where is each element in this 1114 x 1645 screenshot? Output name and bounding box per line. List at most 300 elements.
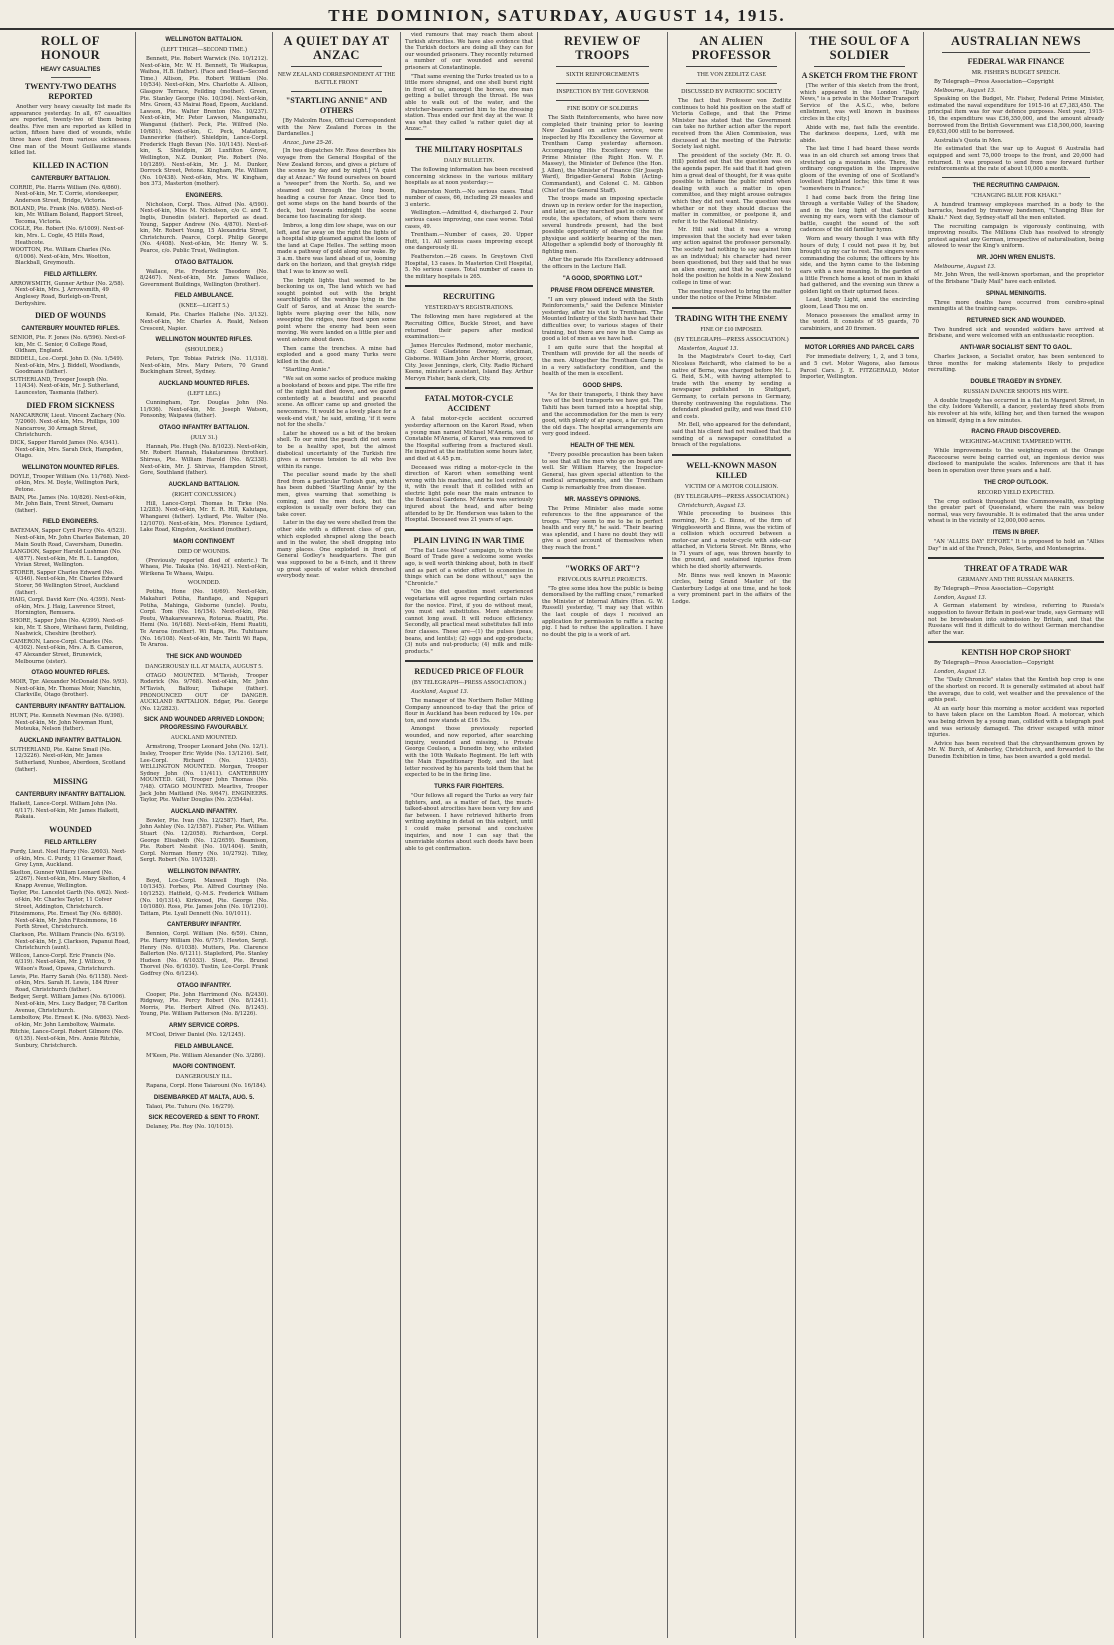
- casualty-entry: SHORE, Sapper John (No. 4/399). Next-of-kin, Mr. T. Shore, Wirihawi farm, Feilding, Nashwick, Cheshire (brother).: [10, 618, 129, 638]
- battalion-heading: WELLINGTON MOUNTED RIFLES.: [22, 464, 119, 471]
- casualty-entry: MOIR, Tpr. Alexander McDonald (No. 9/93). Next-of-kin, Mr. Thomas Moir, Nanchin, Clarkville, Otago (brother).: [10, 679, 129, 699]
- byline: By Telegraph—Press Association—Copyright: [934, 586, 1054, 593]
- dateline: Masterton, August 13.: [678, 345, 739, 352]
- article-body: [542, 452, 663, 492]
- dateline: Melbourne, August 13.: [934, 263, 996, 270]
- article-body: [928, 300, 1104, 313]
- paragraph: Later he showed us a bit of the broken shell. To our mind the peach did not seem to be a healthy spot, but the almost diabolical uncertainty of the Turkish fire gives a nervous tension to all who live within its range.: [277, 430, 396, 470]
- casualty-entry: Halkett, Lance-Corpl. William John (No. 6/117). Next-of-kin, Mr. James Halkett, Rakaia.: [10, 801, 120, 821]
- divider: [556, 83, 649, 84]
- section-title: GOOD SHIPS.: [582, 382, 623, 389]
- paragraph: "I am very pleased indeed with the Sixth Reinforcements," said the Defence Minister yesterday, after his visit to Trentham. "The Mounted Infantry of the Sixth have had their difficulties over, to various stages of their training, but there are now in the Camp as good a lot of men as we have had.: [542, 296, 663, 343]
- article-body: [405, 167, 533, 281]
- paragraph: The recruiting campaign is vigorously continuing, with improving results. The Millions Club has resolved to strongly protest against any German, irrespective of naturalisation, being allowed to wear the King's uniform.: [928, 223, 1104, 250]
- roll-intro: Another very heavy casualty list made its appearance yesterday. In all, 67 casualties are reported, twenty-two of them being deaths. Five men are reported as killed in action, fifteen have died of wounds, while three have died from various sicknesses. One man of the Mount Guillaume stands killed list.: [10, 104, 131, 157]
- paragraph: Three more deaths have occurred from cerebro-spinal meningitis at the training camps.: [928, 299, 1104, 313]
- paragraph: "The Eat Less Meat" campaign, to which the Board of Trade gave a welcome some weeks ago, is well worth thinking about, both in itself and as part of a wider effort to economise in things which can be done without," says the "Chronicle.": [405, 547, 533, 587]
- casualty-entry: SUTHERLAND, Trooper Joseph (No. 11/434). Next-of-kin, Mr. J. Sutherland, Launceston, Tasmania (father).: [10, 376, 120, 396]
- section-title: SPINAL MENINGITIS.: [985, 290, 1047, 297]
- battalion-heading: FIELD ENGINEERS.: [42, 519, 99, 526]
- article-subtitle: A SKETCH FROM THE FRONT: [801, 71, 918, 80]
- column-quiet-day-at-anzac: [273, 32, 401, 1638]
- divider: [405, 285, 533, 287]
- casualty-list-text: (Previously reported died of enteric.) Te Whaea, Pte. Takaka (No. 16/421). Next-of-kin, Wirikena Te Whaea, Waipu.: [140, 557, 268, 577]
- article-title: A QUIET DAY AT ANZAC: [283, 34, 390, 62]
- column-review-of-troops: [538, 32, 668, 1638]
- byline: (BY TELEGRAPH—PRESS ASSOCIATION.): [674, 493, 789, 500]
- paragraph: Imbros, a long dim low shape, was on our left, and far away on the right the lights of a hospital ship gleamed against the loom of the land at Cape Helles. The setting moon made a pathway of gold along our wake. By 3 a.m. there was land ahead of us, looming dark on the horizon, and that greyish ridge that I was to know so well.: [277, 222, 396, 276]
- casualty-list-text: Delaney, Pte. Roy (No. 10/1015).: [146, 1124, 234, 1131]
- section-subtitle: (RIGHT CONCUSSION.): [172, 491, 236, 498]
- byline: By Telegraph—Press Association—Copyright: [934, 79, 1054, 85]
- hospitals-title: THE MILITARY HOSPITALS: [415, 144, 523, 154]
- casualty-list-text: Cooper, Pte. John Harrimond (No. 8/2430). Ridgway, Pte. Percy Robert (No. 8/1241). Morris, Pte. Herbert Alfred (No. 8/1245). Young, Pte. William Patterson (No. 8/1226).: [140, 991, 268, 1018]
- divider: [814, 66, 905, 67]
- divider: [686, 83, 777, 84]
- battalion-heading: WELLINGTON INFANTRY.: [167, 868, 241, 875]
- paragraph: Abide with me, fast falls the eventide. The darkness deepens, Lord, with me abide.: [800, 124, 919, 144]
- divider: [942, 177, 1090, 178]
- battalion-heading: MAORI CONTINGENT.: [172, 1064, 236, 1071]
- casualty-list-text: Bennett, Pte. Robert Warwick (No. 10/1212). Next-of-kin, Mr. W. H. Bennett, Te Waikapua, Waihoa, H.B. (father). (Face and Head—Second Time.) Allison, Pte. Robert William (No. 10/534). Next-of-kin, Mrs. Charlotte A. Allison, Glasgow Terrace, Feilding (mother). Green, Pte. Stanley George (No. 10/394). Next-of-kin, Mrs. Green, 43 Mairai Road, Epsom, Auckland. Lawson, Pte. Walter Brenton (No. 10/237). Next-of-kin, Mr. Peter Lawson, Mangamahu, Wanganui (father). Peck, Pte. Wilfred (No. 10/681). Next-of-kin, C. Peck, Matatora, Dannevirke (father). Shieldpin, Lance-Corpl. Frederick Hugh Bevan (No. 10/1145). Next-of-kin, S. Shieldpin, 26 Luxfilton Grove, Wellington, N.Z. Dunker, Pte. Robert (No. 10/1289). Next-of-kin, Mr. J. M. Dunker, Dorrock Street, Petone. Kingham, Pte. William (No. 10/438). Next-of-kin, Mrs. W. Kingham, box 373, Masterton (mother).: [140, 56, 268, 188]
- paragraph: He estimated that the war up to August 6 Australia had equipped and sent 75,000 troops to the front, and 20,000 had returned. It was proposed to send from now forward further reinforcements at the rate of about 10,000 a month.: [928, 146, 1104, 173]
- roll-headline: TWENTY-TWO DEATHS REPORTED: [24, 82, 117, 101]
- casualty-entry: LANGDON, Sapper Harold Lushman (No. 4/877). Next-of-kin, Mr. R. L. Langdon, Vivian Street, Wellington.: [10, 549, 122, 569]
- paragraph: [The writer of this sketch from the front, which appeared in the London "Daily News," is a private in the Mother Transport Service of the A.S.C., who, before enlistment, was well known in business circles in the city.]: [800, 83, 919, 122]
- casualty-entry: HUNT, Pte. Kenneth Newman (No. 6/398). Next-of-kin, Mr. John Newman Hunt, Moteuka, Nelson (father).: [10, 712, 124, 733]
- casualty-entry: WOOTTON, Pte. William Charles (No. 6/1006). Next-of-kin, Mrs. Wootton, Blackball, Greymouth.: [10, 247, 112, 267]
- paragraph: At an early hour this morning a motor accident was reported to have taken place on the Lambton Road. A motorcar, which was being driven by a young man, collided with a telegraph post and was seriously damaged. The driver escaped with minor injuries.: [928, 705, 1104, 739]
- column-casualty-lists: [136, 32, 273, 1638]
- article-body: [928, 499, 1104, 525]
- section-title: PRAISE FROM DEFENCE MINISTER.: [550, 287, 655, 294]
- battalion-heading: ENGINEERS.: [185, 192, 223, 199]
- died-sickness-heading: DIED FROM SICKNESS: [26, 400, 115, 410]
- casualty-list-text: Potiha, Hone (No. 16/69). Next-of-kin, Makahuri Potiha, Ranfiapo, and Ngapuri Potiha, Mahinga, Gisborne (uncle). Poutu, Corpl. Tom (No. 16/154). Next-of-kin, Piki Poutu, Whakarewarewa, Rotorua. Ruatiti, Pte. Hemi (No. 16/168). Next-of-kin, Hemi Ruatiti, Te Araroa (mother). Wi Rapa, Pte. Tuhituare (No. 16/108). Next-of-kin, Mr. Tairiti Wi Rapa, Te Araroa.: [140, 589, 268, 649]
- casualty-entry: SENIOR, Pte. F. Jones (No. 6/596). Next-of-kin, Mr. C. Senior, 6 College Road, Oldham, England.: [10, 335, 126, 355]
- article-body: [928, 539, 1104, 552]
- killed-heading: KILLED IN ACTION: [32, 160, 109, 170]
- paragraph: In the Magistrate's Court to-day, Carl Nicolaus Reichardt, who claimed to be a native of Berne, was charged before Mr. L. G. Reid, S.M., with having attempted to trade with the enemy by sending a newspaper published in Stuttgart, Germany, to certain persons in Germany, thereby contravening the regulations. The defendant pleaded guilty, and was fined £10 and costs.: [672, 354, 791, 420]
- masthead: [0, 0, 1114, 30]
- byline: [By Malcolm Ross, Official Correspondent with the New Zealand Forces in the Dardanelles.]: [277, 118, 396, 138]
- article-body: [542, 392, 663, 438]
- column-roll-of-honour: [6, 32, 136, 1638]
- casualty-list-text: M'Cool, Driver Daniel (No. 12/1245).: [146, 1031, 246, 1038]
- divider: [405, 138, 533, 140]
- paragraph: Trentham.—Number of cases, 20. Upper Hutt, 11. All serious cases improving except one dangerously ill.: [405, 232, 533, 252]
- article-body: [405, 416, 533, 524]
- divider: [405, 529, 533, 531]
- article-subtitle: "STARTLING ANNIE" AND OTHERS: [285, 96, 388, 115]
- casualty-list-text: Cunningham, Tpr. Douglas John (No. 11/936). Next-of-kin, Mr. Joseph Watson, Ponsonby, Waipawa (father).: [140, 399, 268, 420]
- paragraph: Then came the trenches. A mine had exploded and a good many Turks were killed in the dust.: [277, 345, 396, 365]
- section-title: RETURNED SICK AND WOUNDED.: [966, 317, 1066, 324]
- paragraph: Speaking on the Budget, Mr. Fisher, Federal Prime Minister, estimated the naval expenditure for 1915-16 at £7,383,450. The principal item was for war defence purposes. Next year, 1915-16, the expenditure was £36,350,000, and the amount already borrowed from the British Government was £18,500,000, leaving £9,633,000 still to be borrowed.: [928, 96, 1104, 136]
- byline: (BY TELEGRAPH—PRESS ASSOCIATION.): [411, 680, 527, 687]
- advert-title: MOTOR LORRIES AND PARCEL CARS: [804, 345, 915, 352]
- battalion-heading: CANTERBURY MOUNTED RIFLES.: [21, 326, 120, 333]
- paragraph: Mr. Hill said that it was a wrong impression that the society had ever taken any action against the professor personally. The society had nothing to say against him as an individual; his character had never been questioned, but they said that he was an alien enemy, and that he ought not to hold the position he holds in a New Zealand college in time of war.: [672, 227, 791, 287]
- paragraph: Wellington.—Admitted 4, discharged 2. Four serious cases improving, one case worse. Total cases, 49.: [405, 210, 533, 230]
- paragraph: Mr. Bell, who appeared for the defendant, said that his client had not realised that the sending of a newspaper constituted a breach of the regulations.: [672, 422, 791, 449]
- paragraph: The meeting resolved to bring the matter under the notice of the Prime Minister.: [672, 288, 791, 302]
- paragraph: I am quite sure that the hospital at Trentham will provide for all the needs of the men. Altogether the Trentham Camp is in a very satisfactory condition, and the health of the men is excellent.: [542, 344, 663, 378]
- section-title: ITEMS IN BRIEF.: [992, 529, 1040, 536]
- recruiting-subtitle: YESTERDAY'S REGISTRATIONS.: [424, 305, 514, 312]
- paragraph: The Prime Minister also made some references to the fine appearance of the troops. "They seem to me to be in perfect health and very fit," he said. "Their bearing was splendid, and I have no doubt they will give a good account of themselves when they reach the front.": [542, 505, 663, 552]
- section-subtitle: (LEFT THIGH—SECOND TIME.): [161, 47, 247, 53]
- divider: [542, 557, 663, 559]
- casualty-list-text: Wallace, Pte. Frederick Theodore (No. 8/2467). Next-of-kin, Mr. James Wallace, Government Buildings, Wellington (brother).: [140, 268, 268, 288]
- battalion-heading: THE SICK AND WOUNDED: [166, 653, 242, 660]
- divider: [291, 91, 382, 92]
- article-title: TRADING WITH THE ENEMY: [675, 313, 788, 323]
- article-body: [542, 115, 663, 271]
- section-subtitle: AUCKLAND MOUNTED.: [170, 735, 238, 742]
- article-body: [542, 506, 663, 552]
- died-of-wounds-heading: DIED OF WOUNDS: [35, 311, 106, 321]
- article-body: [928, 202, 1104, 250]
- paragraph: The last time I had heard these words was in an old church set among trees that stretched up a mountain side. There, the ordinary congregation in the impressive gloom of the evening of one of Scotland's loveliest Highland lochs; this time it was "somewhere in France.": [800, 146, 919, 192]
- paragraph: I had come back from the firing line through a veritable Valley of the Shadow, and in the long light of that Sabbath evening my ears, worn with the clamour of battle, caught the sound of the soft cadences of the old familiar hymn.: [800, 194, 919, 234]
- casualty-list-text: M'Keen, Pte. William Alexander (No. 3/286).: [146, 1052, 266, 1059]
- article-body: [672, 354, 791, 448]
- divider: [942, 52, 1090, 53]
- dateline: London, August 13.: [934, 594, 987, 601]
- section-subtitle: DIED OF WOUNDS.: [177, 548, 231, 555]
- paragraph: "Every possible precaution has been taken to see that all the men who go on board are well. Sir William Harvey, the Inspector-General, has given special attention to the medical arrangements, and the Trentham Camp is remarkably free from disease.: [542, 451, 663, 491]
- dateline: Auckland, August 13.: [411, 689, 469, 696]
- paragraph: The fact that Professor von Zedlitz continues to hold his position on the staff of Victoria College, and that the Prime Minister has stated that the Government can take no further action after the report received from the Alien Commission, was discussed at the meeting of the Patriotic Society last night.: [672, 98, 791, 151]
- article-title: "WORKS OF ART"?: [565, 563, 640, 573]
- article-title: REVIEW OF TROOPS: [564, 34, 641, 62]
- recruiting-title: RECRUITING: [442, 292, 495, 302]
- section-title: RACING FRAUD DISCOVERED.: [971, 429, 1061, 436]
- paragraph: The peculiar sound made by the shell fired from a particular Turkish gun, which has been dubbed 'Startling Annie' by the men, gives warning that something is coming, and the men duck, but the explosion is usually over before they can take cover.: [277, 472, 396, 518]
- paragraph: A double tragedy has occurred in a flat in Margaret Street, in the city. Isidore Valterelli, a dancer, yesterday fired shots from his revolver at his wife, killing her, and then turned the weapon on himself, dying in a few minutes.: [928, 397, 1104, 424]
- paragraph: Advice has been received that the chrysanthemum grown by Mr. W. Burch, of Amberley, Christchurch, and forwarded to the Dunedin Exhibition in time, has been awarded a gold medal.: [928, 740, 1104, 760]
- article-body: [928, 354, 1104, 374]
- article-body: [542, 297, 663, 378]
- article-title: AUSTRALIAN NEWS: [950, 34, 1082, 48]
- casualty-entry: HAIG, Corpl. David Kerr (No. 4/395). Next-of-kin, Mrs. J. Haig, Lawrence Street, Hornington, Remuera.: [10, 597, 126, 617]
- paragraph: After the parade His Excellency addressed the officers in the Lecture Hall.: [542, 257, 663, 271]
- divider: [291, 66, 382, 67]
- paragraph: Worn and weary though I was with fifty hours of duty, I could not pass it by, but brought up my car to rest. The singers were commanding the column; the officers by his side, and the hymn came to the listening ears with a new meaning. In the garden of a little French home a knot of men in khaki had gathered, and the evening sun threw a golden light on their upturned faces.: [800, 236, 919, 295]
- article-body: [928, 677, 1104, 760]
- casualty-entry: Purdy, Lieut. Noel Harry (No. 2/603). Next-of-kin, Mrs. C. Purdy, 11 Graemer Road, Grey Lynn, Auckland.: [10, 848, 127, 869]
- article-body: [405, 793, 533, 852]
- article-subtitle: VICTIM OF A MOTOR COLLISION.: [684, 483, 779, 490]
- article-body: [405, 548, 533, 656]
- casualty-entry: Clarkson, Pte. William Francis (No. 6/319). Next-of-kin, Mr. J. Clarkson, Papanui Road, Christchurch (aunt).: [10, 932, 130, 952]
- byline: By Telegraph—Press Association—Copyright: [934, 660, 1054, 667]
- section-subtitle: RECORD YIELD EXPECTED.: [977, 489, 1055, 496]
- casualty-list-text: Bowler, Pte. Ivan (No. 12/2587). Hart, Pte. John Ashley (No. 12/1587). Fisher, Pte. William Stuart (No. 12/2058). Richardson, Corpl. George Elisabeth (No. 12/2659). Beamison, Pte. Robert Nesbit (No. 10/1404). Smith, Corpl. Norman Henry (No. 10/2792). Tilley, Sergt. Robert (No. 10/1528).: [140, 817, 268, 864]
- battalion-heading: CANTERBURY INFANTRY.: [166, 922, 242, 929]
- paragraph: Australia's Quota in Men.: [934, 137, 1003, 144]
- article-title: AN ALIEN PROFESSOR: [691, 34, 772, 62]
- wounded-heading: WOUNDED: [49, 824, 92, 834]
- casualty-entry: BIDDELL, Lce.-Corpl. John D. (No. 1/549). Next-of-kin, Mrs. J. Biddell, Woodlands, Goodmans (father).: [10, 356, 124, 376]
- section-title: "A GOOD, SPORTING LOT.": [562, 275, 643, 282]
- paragraph: Two hundred sick and wounded soldiers have arrived at Brisbane, and were welcomed with an enthusiastic reception.: [928, 326, 1104, 340]
- article-subtitle: NEW ZEALAND CORRESPONDENT AT THE BATTLE FRONT: [277, 72, 396, 86]
- section-subtitle: RUSSIAN DANCER SHOOTS HIS WIFE.: [963, 388, 1069, 395]
- hospitals-subtitle: DAILY BULLETIN.: [443, 157, 495, 164]
- casualty-list-text: OTAGO MOUNTED. M'Tavish, Trooper Roderick (No. 9/768). Next-of-kin, Mr. John M'Tavish, Balfour, Taihape (father). PRONOUNCED OUT OF DANGER. AUCKLAND BATTALION. Edgar, Pte. George (No. 12/2823).: [140, 672, 268, 712]
- plain-living-title: PLAIN LIVING IN WAR TIME: [413, 535, 525, 545]
- battalion-heading: ARMY SERVICE CORPS.: [168, 1022, 240, 1029]
- battalion-heading: CANTERBURY INFANTRY BATTALION.: [15, 703, 126, 710]
- paragraph: The following information has been received concerning sickness in the various military hospitals as at noon yesterday:—: [405, 166, 533, 187]
- casualty-entry: BOLAND, Pte. Frank (No. 6/885). Next-of-kin, Mr. William Boland, Rapport Street, Tecoma, Victoria.: [10, 205, 124, 225]
- paragraph: A German statement by wireless, referring to Russia's suggestion to favour Britain in post-war trade, says Germany will not be browbeaten into submission by Britain, and that the Russians will find it difficult to do without German merchandise after the war.: [928, 603, 1104, 636]
- casualty-entry: SUTHERLAND, Pte. Kaine Smail (No. 12/3226). Next-of-kin, Mr. James Sutherland, Nunbee, Aberdeen, Scotland (father).: [10, 746, 126, 773]
- casualty-entry: Bedger, Sergt. William James (No. 6/1006). Next-of-kin, Mrs. Lucy Badger, 78 Carlton Avenue, Christchurch.: [10, 994, 128, 1014]
- divider: [51, 77, 91, 78]
- paragraph: "We sat on some sacks of produce making a bookstand of boxes and pipe. The rifle fire of the night had died down, and we gazed contentedly at a beautiful and peaceful scene. An officer came up and greeted the newcomers. 'It would be a lovely place for a week-end visit,' he said, smiling, 'if it were not for the shells.': [277, 375, 396, 429]
- casualty-list-text: Talaoi, Pte. Tuhuru (No. 16/279).: [146, 1103, 235, 1110]
- article-title: WELL-KNOWN MASON KILLED: [686, 460, 777, 480]
- section-title: TURKS FAIR FIGHTERS.: [434, 784, 504, 791]
- paragraph: Amongst those previously reported wounded, and now reported, after searching inquiry, wounded and missing, is Private George Coulson, a Dunedin boy, who enlisted with the 10th Waikato Regiment. He left with the Main Expeditionary Body, and the last letter received by his parents told them that he expected to be in the firing line.: [405, 726, 533, 779]
- paragraph: "AN 'ALLIES DAY' EFFORT." It is proposed to hold an "Allies Day" in aid of the French, Poles, Serbs, and Montenegrins.: [928, 538, 1104, 552]
- battalion-heading: OTAGO MOUNTED RIFLES.: [31, 670, 110, 677]
- paragraph: "As for their transports, I think they have two of the best transports we have got. The Tahiti has been turned into a hospital ship, and the accommodation for the men is very good, with plenty of air space, a far cry from the old days. The hospital arrangements are very good indeed.: [542, 391, 663, 438]
- paragraph: The crop outlook throughout the Commonwealth, excepting the greater part of Queensland, where the rain was below normal, was very favourable. It is estimated that the area under wheat is in the vicinity of 12,000,000 acres.: [928, 498, 1104, 525]
- casualty-entry: DOYLE, Trooper William (No. 11/768). Next-of-kin, Mrs. M. Doyle, Wellington Park, Petone.: [10, 473, 130, 493]
- battalion-heading: OTAGO INFANTRY.: [177, 982, 231, 989]
- section-subtitle: DANGEROUSLY ILL AT MALTA, AUGUST 5.: [145, 663, 263, 670]
- dateline: Anzac, June 25-26.: [283, 139, 334, 146]
- section-subtitle: MR. FISHER'S BUDGET SPEECH.: [971, 70, 1061, 76]
- section-title: ANTI-WAR SOCIALIST SENT TO GAOL.: [960, 345, 1072, 352]
- section-title: THE RECRUITING CAMPAIGN.: [972, 182, 1060, 189]
- paragraph: Charles Jackson, a Socialist orator, has been sentenced to three months for making statements likely to prejudice recruiting.: [928, 354, 1104, 374]
- battalion-heading: FIELD ARTILLERY: [44, 839, 97, 846]
- article-subtitle: DISCUSSED BY PATRIOTIC SOCIETY: [681, 89, 782, 95]
- section-subtitle: WEIGHING-MACHINE TAMPERED WITH.: [959, 439, 1073, 446]
- article-body: [928, 96, 1104, 173]
- paragraph: Mr. John Wren, the well-known sportsman, and the proprietor of the Brisbane "Daily Mail" have each enlisted.: [928, 272, 1104, 286]
- section-subtitle: "CHANGING BLUE FOR KHAKI.": [971, 192, 1061, 199]
- paragraph: Lead, kindly Light, amid the encircling gloom, Lead Thou me on.: [800, 297, 919, 310]
- section-subtitle: (LEFT LEG.): [187, 390, 221, 397]
- article-body: [277, 148, 396, 579]
- section-subtitle: (KNEE—LIGHT 5.): [179, 303, 229, 310]
- flour-title: REDUCED PRICE OF FLOUR: [414, 667, 524, 677]
- casualty-entry: Lewis, Pte. Harry Sarah (No. 6/1158). Next-of-kin, Mrs. Sarah H. Lewis, 184 River Road, Christchurch (father).: [10, 973, 129, 993]
- paragraph: [In two dispatches Mr. Ross describes his voyage from the General Hospital of the New Zealand forces, and gives a picture of the scenes by day and by night.] "A quiet day at Anzac." We found ourselves on board a "sweeper" from the North. So, and we steamed out through the long boom, heading a course for Anzac. Once tied to get some steps on the hand boards of the deck, but towards midnight the scene became too fascinating for sleep.: [277, 148, 396, 221]
- section-title: MR. JOHN WREN ENLISTS.: [976, 254, 1055, 261]
- paragraph: Deceased was riding a motor-cycle in the direction of Karori when something went wrong with his machine, and he lost control of it, with the result that it collided with an electric light pole near the main entrance to the Botanical Gardens. M'Aneria was seriously injured about the head, and after being attended to by Dr. Henderson was taken to the Hospital. Deceased was 21 years of age.: [405, 464, 533, 524]
- column-australian-news: [924, 32, 1108, 1638]
- casualty-entry: DICK, Sapper Harold James (No. 4/341). Next-of-kin, Mrs. Sarah Dick, Hampden, Otago.: [10, 439, 124, 460]
- divider: [556, 100, 649, 101]
- advert-body: [800, 354, 919, 380]
- article-body: [928, 603, 1104, 636]
- paragraph: Monaco possesses the smallest army in the world. It consists of 95 guards, 70 carabiniers, and 20 firemen.: [800, 312, 919, 332]
- paragraph: The "Daily Chronicle" states that the Kentish hop crop is one of the shortest on record. It is generally estimated at about half the average, due to cold, wet weather and the prevalence of the aphis pest.: [928, 677, 1104, 704]
- article-body: [405, 698, 533, 779]
- paragraph: "To give some idea how the public is being demoralised by the raffling craze," remarked the Minister of Internal Affairs (Hon. G. W. Russell) yesterday, "I may say that within the last couple of days I received an application for permission to raffle a racing pig. I had to refuse the application. I have no doubt the pig is a work of art.: [542, 585, 663, 638]
- battalion-heading: CANTERBURY BATTALION.: [31, 175, 110, 182]
- battalion-heading: FIELD ARTILLERY.: [43, 271, 98, 278]
- dateline: Melbourne, August 13.: [934, 87, 996, 94]
- section-title: HEALTH OF THE MEN.: [570, 442, 635, 449]
- divider: [672, 454, 791, 456]
- battalion-heading: WELLINGTON MOUNTED RIFLES.: [155, 337, 253, 344]
- divider: [928, 641, 1104, 643]
- article-title: THREAT OF A TRADE WAR: [964, 564, 1068, 574]
- paragraph: "On the diet question most experienced vegetarians will agree regarding certain rules for the novice. First, if you do without meat, you must eat substitutes. Mere abstinence cannot long avail. It will reduce efficiency. Secondly, all practical meat substitutes fall into four classes. These are—(1) the pulses (peas, beans, and lentils); (2) eggs and egg-products; (3) nuts and nut-products; (4) milk and milk-products.": [405, 589, 533, 655]
- casualty-list-text: Hannah, Pte. Hugh (No. 8/1023). Next-of-kin, Mr. Robert Hannah, Hakataramea (brother). Shirvas, Pte. William Harold (No. 8/2338). Next-of-kin, Mr. J. Shirvas, Hampden Street, Gore, Southland (father).: [140, 443, 268, 477]
- roll-title: ROLL OF HONOUR: [40, 34, 101, 62]
- battalion-heading: AUCKLAND INFANTRY.: [170, 808, 238, 815]
- divider: [800, 337, 919, 339]
- section-title: MR. MASSEY'S OPINIONS.: [564, 496, 641, 503]
- paragraph: "That same evening the Turks treated us to a little more shrapnel, and one shell burst right in front of us, amongst the horses, one man getting a bullet through the throat. He was able to walk out of the water, and the stretcher-bearers carried him to the dressing station. Thus ended our first day at the war. It was what they called 'a rather quiet day at Anzac.'": [405, 73, 533, 133]
- article-body: [405, 32, 533, 133]
- battalion-heading: FIELD AMBULANCE.: [174, 1043, 234, 1050]
- article-body: [928, 272, 1104, 285]
- article-body: [928, 327, 1104, 340]
- column-hospitals-recruiting: [401, 32, 538, 1638]
- roll-subtitle: HEAVY CASUALTIES: [40, 67, 101, 73]
- casualty-entry: ARROWSMITH, Gunner Arthur (No. 2/58). Next-of-kin, Mrs. J. Arrowsmith, 49 Anglesey Road, Burleigh-on-Trent, Derbyshire.: [10, 280, 125, 307]
- casualty-entry: Willcox, Lance-Corpl. Eric Francis (No. 6/319). Next-of-kin, Mr. J. Willcox, 9 Wilson's Road, Opawa, Christchurch.: [10, 952, 116, 972]
- article-subtitle: GERMANY AND THE RUSSIAN MARKETS.: [957, 577, 1075, 584]
- battalion-heading: CANTERBURY INFANTRY BATTALION.: [15, 792, 126, 799]
- article-subtitle: FINE OF £10 IMPOSED.: [700, 326, 763, 333]
- paragraph: While improvements to the weighing-room at the Orange Racecourse were being carried out, an ingenious device was disclosed to manipulate the scales. Inferences are that it has been in operation over three years and a half.: [928, 448, 1104, 474]
- article-body: [672, 98, 791, 302]
- article-body: [928, 448, 1104, 474]
- divider: [405, 660, 533, 662]
- casualty-list-text: Rapana, Corpl. Hone Taiarouni (No. 16/184).: [146, 1083, 267, 1090]
- paragraph: James Hercules Redmond, motor mechanic, City. Cecil Gladstone Downey, stockman, Gisborne. William John Archer Morrie, grocer, City. Jesse Jennings, clerk, City. Radio Richard Keene, minister's assistant, Island Bay. Arthur Mervyn Fisher, bank clerk, City.: [405, 342, 533, 382]
- casualty-list-text: Bennion, Corpl. William (No. 6/59). Chinn, Pte. Harry William (No. 6/757). Hewton, Sergt. Henry (No. 6/1038). Mutters, Pte. Clarence Ballerton (No. 6/1211). Stapleford, Pte. Stanley Hudson (No. 6/1033). Stout, Pte. Brunel Thorvel (No. 6/1030). Tustin, Lce-Corpl. Frank Godfrey (No. 6/1234).: [140, 931, 268, 977]
- paragraph: The manager of the Northern Roller Milling Company announced to-day that the price of flour in Auckland has been reduced by 10s. per ton, and now stands at £16 15s.: [405, 697, 533, 724]
- article-body: [800, 83, 919, 332]
- casualty-entry: COGLE, Pte. Robert (No. 6/1009). Next-of-kin, Mrs. L. Cogle, 45 Hills Road, Heathcote.: [10, 226, 125, 246]
- article-subtitle: SIXTH REINFORCEMENTS: [566, 72, 639, 78]
- casualty-entry: Ritchie, Lance-Corpl. Robert Gilmore (No. 6/135). Next-of-kin, Mrs. Annie Ritchie, Sunbury, Christchurch.: [10, 1029, 124, 1049]
- article-body: [672, 511, 791, 605]
- paragraph: Mr. Binns was well known in Masonic circles, being Grand Master of the Canterbury Lodge at one time, and he took a very prominent part in the affairs of the Lodge.: [672, 572, 791, 606]
- article-title: THE SOUL OF A SOLDIER: [809, 34, 910, 62]
- paragraph: A hundred tramway employees marched in a body to the barracks, headed by tramway bandsmen, "Changing Blue for Khaki." Next day, Sydney-staff all the men enlisted.: [928, 201, 1104, 221]
- battalion-heading: AUCKLAND BATTALION.: [168, 481, 240, 488]
- article-subtitle: FINE BODY OF SOLDIERS: [567, 106, 638, 112]
- casualty-list-text: Kenald, Pte. Charles Hallehe (No. 3/132). Next-of-kin, Mr. Charles A. Reald, Nelson Crescent, Napier.: [140, 312, 268, 332]
- divider: [672, 307, 791, 309]
- divider: [928, 557, 1104, 559]
- paragraph: The president of the society (Mr. R. O. Hill) pointed out that the question was on the agenda paper. He said that it had given him a great deal of thought, for it was quite possible to inflame the public mind when dealing with such a matter in open committee, and they might arouse outrages which they did not want. The question was whether or not they should discuss the matter in committee, or postpone it, and refer it to the National Ministry.: [672, 152, 791, 225]
- section-title: THE CROP OUTLOOK.: [983, 479, 1049, 486]
- casualty-list-text: Hill, Lance-Corpl. Thomas In Tirke (No. 12/283). Next-of-kin, Mr. E. R. Hill, Kalutapa, Whangarei (father). Lydiard, Pte. Walter (No. 12/1070). Next-of-kin, Mrs. Florence Lydiard, Lake Road, Kingston, Auckland (mother).: [140, 500, 268, 534]
- casualty-list-text: Boyd, Lce-Corpl. Maxwell Hugh (No. 10/1345). Forbes, Pte. Alfred Courtney (No. 10/1252). Hatfield, Q.-M.S. Frederick William (No. 10/1314). Kirkwood, Pte. George (No. 10/1080). Ross, Pte. James John (No. 10/1210). Tattam, Pte. Lyall Dennett (No. 10/1011).: [140, 877, 268, 917]
- casualty-entry: CAMERON, Lance-Corpl. Charles (No. 4/302). Next-of-kin, Mrs. A. B. Cameron, 47 Alexander Street, Brunswick, Melbourne (sister).: [10, 638, 124, 665]
- section-title: FEDERAL WAR FINANCE: [967, 57, 1065, 66]
- dateline: Christchurch, August 13.: [678, 502, 746, 509]
- masthead-title: THE DOMINION, SATURDAY, AUGUST 14, 1915.: [328, 6, 786, 25]
- paragraph: While proceeding to business this morning, Mr. J. C. Binns, of the firm of Wrigglesworth and Binns, was the victim of a collision which occurred between a motor-car and a motor-cycle with side-car attached, in Victoria Street. Mr. Binns, who is 71 years of age, was thrown heavily to the ground, and sustained injuries from which he died shortly afterwards.: [672, 511, 791, 571]
- paragraph: Featherston.—26 cases. In Greytown Civil Hospital, 13 cases. In Masterton Civil Hospital, 5. No serious cases. Total number of cases in the military hospitals is 265.: [405, 254, 533, 280]
- casualty-entry: Taylor, Pte. Lancelot Garth (No. 6/62). Next-of-kin, Mr. Charles Taylor, 11 Colver Street, Addington, Christchurch.: [10, 890, 129, 910]
- divider: [686, 66, 777, 67]
- paragraph: The following men have registered at the Recruiting Office, Buckle Street, and have returned their papers after medical examination:—: [405, 314, 533, 341]
- paragraph: The troops made an imposing spectacle drawn up in review order for the inspection, and later, as they marched past in column of route, the spectators, of whom there were several hundreds present, had the best possible opportunity of observing the fine physique and soldierly bearing of the men. Altogether a splendid body of thoroughly fit fighting men.: [542, 196, 663, 255]
- paragraph: Later in the day we were shelled from the other side with a different class of gun, which exploded shrapnel along the beach and in the water, the shell dropping into many places. One exploded in front of General Godley's headquarters. The gun was supposed to be a 6-inch, and it threw up great spouts of water which drenched everybody near.: [277, 520, 396, 580]
- casualty-list-text: Nicholson, Corpl. Thos. Alfred (No. 4/590). Next-of-kin, Miss M. Nicholson, c/o C. and T. Inglis, Dunedin (sister). Reported as dead. Young, Sapper Andrew (No. 4/870). Next-of-kin, Mr. Robert Young, 15 Alexandria Street, Christchurch. Pearce, Corpl. Philip George (No. 4/408). Next-of-kin, Mr. Henry W. S. Pearce, c/o. Public Trust, Wellington.: [140, 201, 268, 255]
- missing-heading: MISSING: [53, 777, 88, 787]
- paragraph: A fatal motor-cycle accident occurred yesterday afternoon on the Karori Road, when a young man named Michael M'Aneria, son of Constable M'Aneria, of Karori, was removed to the Hospital suffering from a fractured skull. He inquired at the institution some hours later, and died at 4.45 p.m.: [405, 416, 533, 462]
- battalion-heading: WELLINGTON BATTALION.: [165, 37, 243, 43]
- article-body: [928, 398, 1104, 424]
- article-subtitle: INSPECTION BY THE GOVERNOR: [556, 89, 649, 95]
- casualty-list-text: Peters, Tpr. Tobias Patrick (No. 11/318). Next-of-kin, Mrs. Mary Peters, 70 Grand Buckingham Street, Sydney.: [140, 356, 268, 376]
- paragraph: The Sixth Reinforcements, who have now completed their training prior to leaving New Zealand on active service, were inspected by His Excellency the Governor at Trentham Camp yesterday afternoon. Accompanying His Excellency were the Prime Minister (the Right Hon. W. F. Massey), the Minister of Defence (the Hon. J. Allen), the Minister of Finance (Sir Joseph Ward), Brigadier-General Robin (Acting-Commandant), and Colonel C. M. Gibbon (Chief of the General Staff).: [542, 115, 663, 194]
- section-title: DOUBLE TRAGEDY IN SYDNEY.: [970, 378, 1062, 385]
- battalion-heading: OTAGO INFANTRY BATTALION.: [159, 424, 249, 431]
- columns: [6, 32, 1108, 1638]
- divider: [556, 66, 649, 67]
- battalion-heading: SICK RECOVERED & SENT TO FRONT.: [148, 1115, 260, 1122]
- casualty-entry: STORER, Sapper Charles Edward (No. 4/346). Next-of-kin, Mr. Charles Edward Storer, 56 Wellington Street, Auckland (father).: [10, 569, 123, 596]
- byline: (BY TELEGRAPH—PRESS ASSOCIATION.): [674, 336, 789, 343]
- section-subtitle: (JULY 31.): [190, 434, 218, 441]
- paragraph: Palmerston North.—No serious cases. Total number of cases, 66, including 29 measles and 3 enteric.: [405, 188, 533, 208]
- battalion-heading: FIELD AMBULANCE.: [174, 293, 234, 300]
- casualty-list-text: Armstrong, Trooper Leonard John (No. 12/1). Insley, Trooper Eric Wylde (No. 13/1216). Self, Lee-Corpl. Richard (No. 13/455). WELLINGTON MOUNTED. Morgan, Trooper Sydney John (No. 11/411). CANTERBURY MOUNTED. Gill, Trooper John Thomas (No. 7/48). OTAGO MOUNTED. Mearlivs, Trooper Jack John Maitland (No. 9/647). ENGINEERS. Taylor, Pte. Walter Douglas (No. 2/3544a).: [140, 744, 268, 804]
- paragraph: "Startling Annie.": [283, 367, 331, 374]
- casualty-entry: Fitzsimmons, Pte. Ernest Tay (No. 6/880). Next-of-kin, Mr. John Fitzsimmons, 16 Forth Street, Christchurch.: [10, 911, 123, 931]
- accident-title: FATAL MOTOR-CYCLE ACCIDENT: [424, 394, 514, 414]
- casualty-entry: CORRIE, Pte. Harris William (No. 6/860). Next-of-kin, Mr. T. Corrie, storekeeper, Anderson Street, Bridge, Victoria.: [10, 184, 122, 204]
- advert-text: For immediate delivery, 1, 2, and 3 tons, and 5 cwt. Motor Wagons, also famous Parcel Cars. J. E. FITZGERALD, Motor Importer, Wellington.: [800, 354, 919, 381]
- casualty-entry: BATEMAN, Sapper Cyril Percy (No. 4/523). Next-of-kin, Mr. John Charles Bateman, 20 Main South Road, Caversham, Dunedin.: [10, 528, 130, 548]
- article-body: [405, 314, 533, 382]
- article-body: [542, 586, 663, 639]
- battalion-heading: DISEMBARKED AT MALTA, AUG. 5.: [153, 1094, 255, 1101]
- section-subtitle: WOUNDED.: [187, 580, 221, 587]
- casualty-entry: NANCARROW, Lieut. Vincent Zachary (No. 7/2060). Next-of-kin, Mrs. Phillips, 100 Nancarrow, 30 Armagh Street, Christchurch.: [10, 412, 126, 439]
- section-subtitle: DANGEROUSLY ILL.: [175, 1074, 233, 1081]
- casualty-entry: BAIN, Pte. James (No. 10/826). Next-of-kin, Mr. John Bain, Trent Street, Oamaru (father).: [10, 494, 127, 514]
- article-subtitle: FRIVOLOUS RAFFLE PROJECTS.: [557, 576, 648, 583]
- column-soul-of-a-soldier: [796, 32, 924, 1638]
- battalion-heading: AUCKLAND MOUNTED RIFLES.: [158, 380, 250, 387]
- column-alien-professor: [668, 32, 796, 1638]
- paragraph: vied rumours that may reach them about Turkish atrocities. We have also evidence that the Turkish doctors are doing all they can for our wounded prisoners. They recently returned a number of our wounded and several prisoners at Constantinople.: [405, 32, 533, 71]
- article-subtitle: THE VON ZEDLITZ CASE: [696, 72, 767, 78]
- battalion-heading: OTAGO BATTALION.: [174, 259, 234, 266]
- divider: [405, 387, 533, 389]
- paragraph: "Our fellows all regard the Turks as very fair fighters, and, as a matter of fact, the much-talked-about atrocities have been very few and far between. I have retrieved hitherto from writing anything in detail on this subject, until I could make personal and conclusive inquiries, and now I can say that the unenviable stories about such deeds have been able to get confirmation.: [405, 793, 533, 852]
- paragraph: The bright lights that seemed to be beckoning us on, The land which we had sought pointed out with the bright searchlights of the warships lying in the Gulf of Saros, and at Anzac the search-lights were playing over the hills, now sweeping the ridges, now fixed upon some point where the enemy had been seen moving. We were landed on a little pier and went ashore about dawn.: [277, 277, 396, 343]
- battalion-heading: AUCKLAND INFANTRY BATTALION.: [19, 737, 122, 744]
- dateline: London, August 13.: [934, 668, 987, 675]
- article-title: KENTISH HOP CROP SHORT: [961, 648, 1071, 658]
- casualty-entry: Skelton, Gunner William Leonard (No. 2/267). Next-of-kin, Mrs. Mary Skelton, 4 Knapp Avenue, Wellington.: [10, 869, 126, 889]
- battalion-heading: SICK AND WOUNDED ARRIVED LONDON; PROGRESSING FAVOURABLY.: [143, 717, 265, 732]
- section-subtitle: (SHOULDER.): [185, 347, 223, 354]
- battalion-heading: MAORI CONTINGENT: [173, 538, 235, 545]
- casualty-entry: Lemboltow, Pte. Ernest K. (No. 6/863). Next-of-kin, Mr. John Lemboltow, Waimate.: [10, 1015, 131, 1028]
